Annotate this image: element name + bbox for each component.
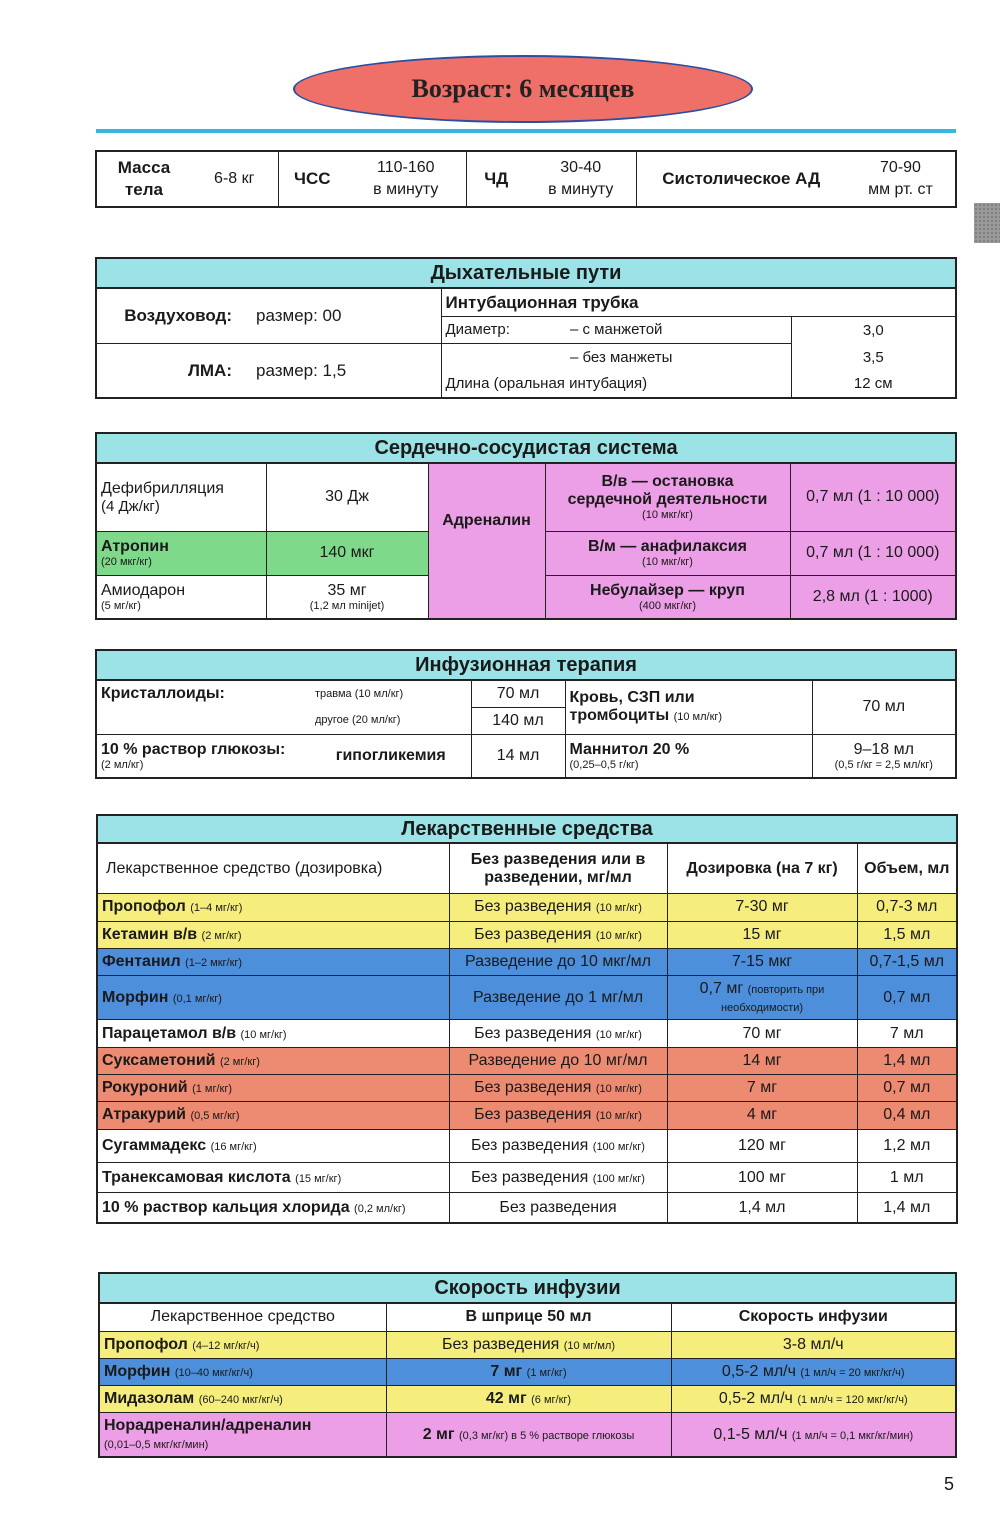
drug-row	[97, 976, 957, 1020]
drug-name: 10 % раствор кальция хлорида (0,2 мл/кг)	[97, 1193, 449, 1223]
uncuffed-label: – без манжеты	[570, 348, 673, 366]
title-divider	[96, 129, 956, 133]
drug-row	[97, 1129, 957, 1162]
other-value: 140 мл	[471, 707, 565, 734]
drugs-col-name: Лекарственное средство (дозировка)	[97, 843, 449, 894]
drug-name: Транексамовая кислота (15 мг/кг)	[97, 1162, 449, 1192]
rate-syringe: 2 мг (0,3 мг/кг) в 5 % растворе глюкозы	[386, 1413, 671, 1457]
blood-label: Кровь, СЗП или тромбоциты (10 мл/кг)	[565, 680, 812, 734]
lma-value: размер: 1,5	[236, 344, 441, 398]
drug-row	[97, 948, 957, 975]
drug-volume: 1,4 мл	[857, 1193, 957, 1223]
drug-row	[97, 1193, 957, 1223]
drug-name: Рокуроний (1 мг/кг)	[97, 1075, 449, 1102]
arrest-label: В/в — остановка сердечной деятельности (10 мкг/кг)	[545, 463, 790, 531]
drug-dose: 70 мг	[667, 1020, 857, 1047]
drug-name: Парацетамол в/в (10 мг/кг)	[97, 1020, 449, 1047]
drug-dose: 4 мг	[667, 1102, 857, 1129]
hr-value: 110-160 в минуту	[346, 151, 466, 207]
oral-airway-label: Воздуховод:	[96, 288, 236, 343]
lma-label: ЛМА:	[96, 344, 236, 398]
uncuffed-value: 3,5	[791, 344, 956, 371]
page-number: 5	[944, 1474, 955, 1494]
drug-row	[97, 1102, 957, 1129]
drug-dilution: Без разведения (100 мг/кг)	[449, 1129, 667, 1162]
drug-name: Атракурий (0,5 мг/кг)	[97, 1102, 449, 1129]
drug-dilution: Без разведения (10 мг/кг)	[449, 1020, 667, 1047]
drug-dilution: Разведение до 10 мкг/мл	[449, 948, 667, 975]
bp-value: 70-90 мм рт. ст	[846, 151, 956, 207]
atropine-label: Атропин (20 мкг/кг)	[96, 531, 266, 575]
adrenaline-label: Адреналин	[428, 463, 545, 619]
hr-label: ЧСС	[278, 151, 346, 207]
drug-dilution: Разведение до 10 мг/мл	[449, 1047, 667, 1074]
drug-volume: 0,7-1,5 мл	[857, 948, 957, 975]
drugs-col-dilution: Без разведения или в разведении, мг/мл	[449, 843, 667, 894]
drug-dose: 100 мг	[667, 1162, 857, 1192]
airway-header: Дыхательные пути	[96, 258, 956, 288]
drug-name: Пропофол (1–4 мг/кг)	[97, 894, 449, 921]
page-edge-tab	[974, 203, 1000, 243]
drug-dilution: Без разведения (10 мг/кг)	[449, 1075, 667, 1102]
glucose-value: 14 мл	[471, 734, 565, 778]
rate-syringe: 7 мг (1 мг/кг)	[386, 1358, 671, 1385]
drug-dose: 7 мг	[667, 1075, 857, 1102]
oral-airway-value: размер: 00	[236, 288, 441, 343]
rate-header: Скорость инфузии	[99, 1273, 956, 1303]
drug-volume: 1,4 мл	[857, 1047, 957, 1074]
rate-row	[99, 1331, 956, 1358]
drug-volume: 0,7 мл	[857, 976, 957, 1020]
rr-label: ЧД	[466, 151, 526, 207]
drug-volume: 0,7 мл	[857, 1075, 957, 1102]
drug-dose: 1,4 мл	[667, 1193, 857, 1223]
anaph-value: 0,7 мл (1 : 10 000)	[790, 531, 956, 575]
drug-dilution: Без разведения (100 мг/кг)	[449, 1162, 667, 1192]
airway-table	[95, 257, 957, 399]
amiodarone-value: 35 мг (1,2 мл minijet)	[266, 575, 428, 619]
blood-value: 70 мл	[812, 680, 956, 734]
drug-dilution: Разведение до 1 мг/мл	[449, 976, 667, 1020]
diameter-label: Диаметр:	[441, 316, 566, 343]
atropine-value: 140 мкг	[266, 531, 428, 575]
drug-name: Сугаммадекс (16 мг/кг)	[97, 1129, 449, 1162]
cardio-header: Сердечно-сосудистая система	[96, 433, 956, 463]
rate-speed: 0,5-2 мл/ч (1 мл/ч = 120 мкг/кг/ч)	[671, 1386, 956, 1413]
infusion-header: Инфузионная терапия	[96, 650, 956, 680]
rate-syringe: Без разведения (10 мг/мл)	[386, 1331, 671, 1358]
tube-title: Интубационная трубка	[441, 288, 956, 316]
glucose-indication: гипогликемия	[311, 734, 471, 778]
cuffed-value: 3,0	[791, 316, 956, 343]
drug-dose: 7-15 мкг	[667, 948, 857, 975]
drug-dilution: Без разведения	[449, 1193, 667, 1223]
drug-row	[97, 1075, 957, 1102]
drug-name: Фентанил (1–2 мкг/кг)	[97, 948, 449, 975]
page-title: Возраст: 6 месяцев	[293, 55, 753, 123]
rate-drug-name: Норадреналин/адреналин (0,01–0,5 мкг/кг/мин)	[99, 1413, 386, 1457]
crystal-label: Кристаллоиды:	[96, 680, 311, 734]
rate-speed: 0,5-2 мл/ч (1 мл/ч = 20 мкг/кг/ч)	[671, 1358, 956, 1385]
drug-dose: 7-30 мг	[667, 894, 857, 921]
drug-volume: 0,7-3 мл	[857, 894, 957, 921]
drug-dilution: Без разведения (10 мг/кг)	[449, 894, 667, 921]
drug-row	[97, 1162, 957, 1192]
rr-value: 30-40 в минуту	[526, 151, 636, 207]
rate-drug-name: Пропофол (4–12 мг/кг/ч)	[99, 1331, 386, 1358]
amiodarone-label: Амиодарон (5 мг/кг)	[96, 575, 266, 619]
rate-col-drug: Лекарственное средство	[99, 1303, 386, 1331]
neb-value: 2,8 мл (1 : 1000)	[790, 575, 956, 619]
drugs-header: Лекарственные средства	[97, 815, 957, 843]
cuffed-label: – с манжетой	[566, 316, 791, 343]
drugs-col-volume: Объем, мл	[857, 843, 957, 894]
length-label: Длина (оральная интубация)	[441, 371, 791, 398]
rate-row	[99, 1413, 956, 1457]
drug-row	[97, 921, 957, 948]
rate-col-speed: Скорость инфузии	[671, 1303, 956, 1331]
drug-dose: 15 мг	[667, 921, 857, 948]
drug-name: Кетамин в/в (2 мг/кг)	[97, 921, 449, 948]
drug-volume: 1,2 мл	[857, 1129, 957, 1162]
other-label: другое (20 мл/кг)	[311, 707, 471, 734]
drug-volume: 7 мл	[857, 1020, 957, 1047]
drug-volume: 1 мл	[857, 1162, 957, 1192]
rate-drug-name: Морфин (10–40 мкг/кг/ч)	[99, 1358, 386, 1385]
trauma-label: травма (10 мл/кг)	[315, 688, 404, 700]
drug-dose: 14 мг	[667, 1047, 857, 1074]
mass-value: 6-8 кг	[191, 151, 278, 207]
neb-label: Небулайзер — круп (400 мкг/кг)	[545, 575, 790, 619]
glucose-label: 10 % раствор глюкозы: (2 мл/кг)	[96, 734, 311, 778]
infusion-table	[95, 649, 957, 779]
drugs-table	[96, 814, 958, 1224]
drug-row	[97, 1020, 957, 1047]
mannitol-value: 9–18 мл (0,5 г/кг = 2,5 мл/кг)	[812, 734, 956, 778]
rate-col-syringe: В шприце 50 мл	[386, 1303, 671, 1331]
rate-row	[99, 1386, 956, 1413]
defib-label: Дефибрилляция (4 Дж/кг)	[96, 463, 266, 531]
drug-row	[97, 1047, 957, 1074]
drug-volume: 1,5 мл	[857, 921, 957, 948]
drugs-col-dose: Дозировка (на 7 кг)	[667, 843, 857, 894]
arrest-value: 0,7 мл (1 : 10 000)	[790, 463, 956, 531]
drug-dose: 0,7 мг (повторить при необходимости)	[667, 976, 857, 1020]
mass-label: Масса тела	[96, 151, 191, 207]
rate-table	[98, 1272, 957, 1458]
drug-dilution: Без разведения (10 мг/кг)	[449, 1102, 667, 1129]
drug-row	[97, 894, 957, 921]
drug-name: Морфин (0,1 мг/кг)	[97, 976, 449, 1020]
bp-label: Систолическое АД	[636, 151, 846, 207]
rate-speed: 3-8 мл/ч	[671, 1331, 956, 1358]
drug-volume: 0,4 мл	[857, 1102, 957, 1129]
rate-syringe: 42 мг (6 мг/кг)	[386, 1386, 671, 1413]
defib-value: 30 Дж	[266, 463, 428, 531]
cardio-table	[95, 432, 957, 620]
drug-dose: 120 мг	[667, 1129, 857, 1162]
rate-speed: 0,1-5 мл/ч (1 мл/ч = 0,1 мкг/кг/мин)	[671, 1413, 956, 1457]
rate-row	[99, 1358, 956, 1385]
vitals-table	[95, 150, 957, 208]
anaph-label: В/м — анафилаксия (10 мкг/кг)	[545, 531, 790, 575]
trauma-value: 70 мл	[471, 680, 565, 707]
drug-dilution: Без разведения (10 мг/кг)	[449, 921, 667, 948]
mannitol-label: Маннитол 20 % (0,25–0,5 г/кг)	[565, 734, 812, 778]
length-value: 12 см	[791, 371, 956, 398]
drug-name: Суксаметоний (2 мг/кг)	[97, 1047, 449, 1074]
rate-drug-name: Мидазолам (60–240 мкг/кг/ч)	[99, 1386, 386, 1413]
